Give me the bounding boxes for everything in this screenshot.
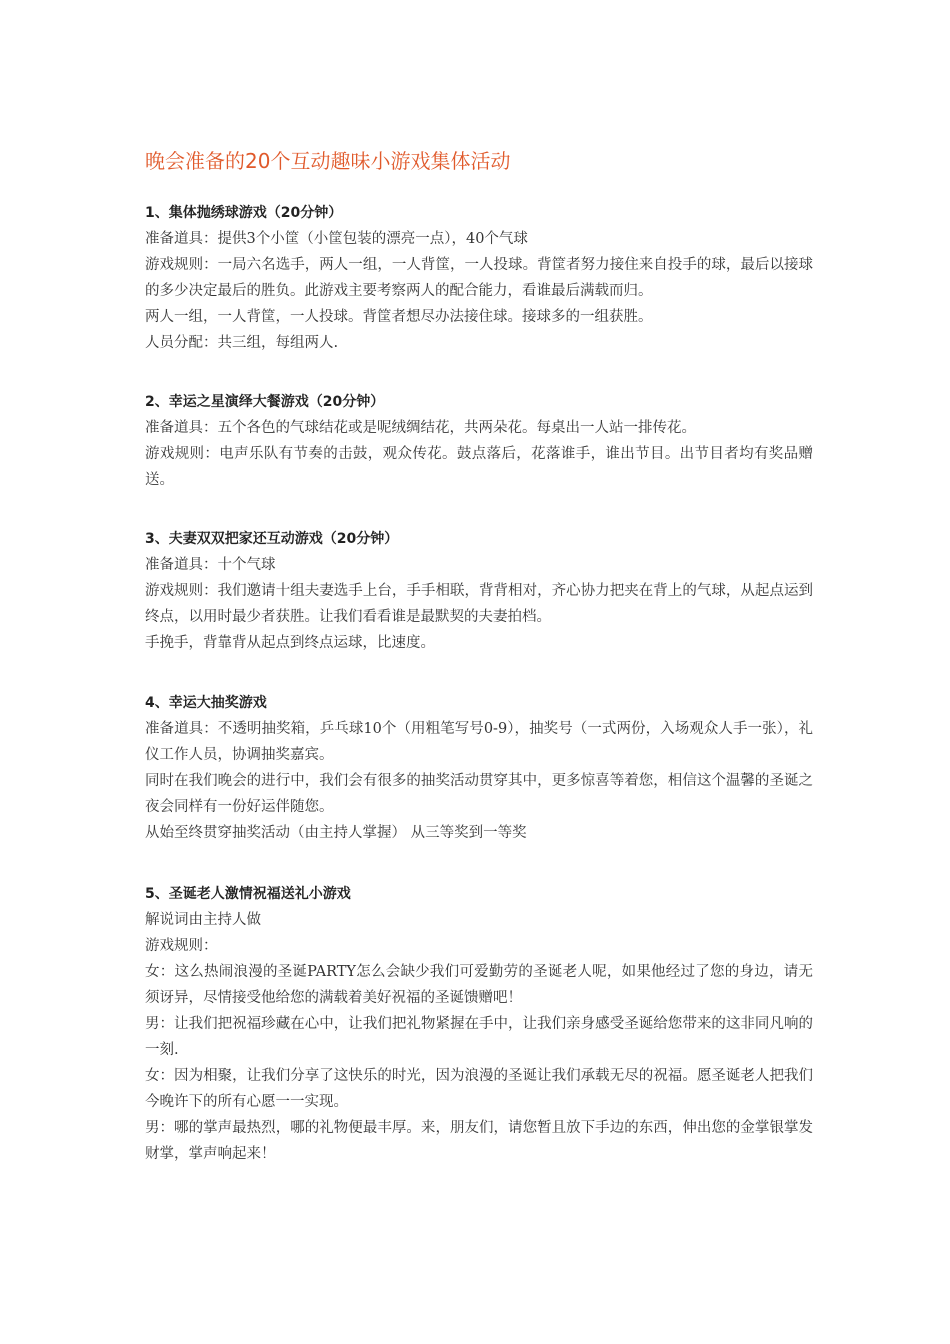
document-title: 晚会准备的20个互动趣味小游戏集体活动 xyxy=(145,149,511,173)
summary-paragraph: 两人一组，一人背筐，一人投球。背筐者想尽办法接住球。接球多的一组获胜。 xyxy=(145,309,653,325)
summary-paragraph: 手挽手，背靠背从起点到终点运球，比速度。 xyxy=(145,635,435,651)
rules-paragraph: 游戏规则：我们邀请十组夫妻选手上台，手手相联，背背相对，齐心协力把夹在背上的气球，从起点运到终点，以用时最少者获胜。让我们看看谁是最默契的夫妻拍档。 xyxy=(145,583,813,625)
game-section-2 xyxy=(145,389,813,493)
game-section-4 xyxy=(145,690,813,846)
female-host-line: 女：因为相聚，让我们分享了这快乐的时光，因为浪漫的圣诞让我们承载无尽的祝福。愿圣诞老人把我们今晚许下的所有心愿一一实现。 xyxy=(145,1068,813,1110)
props-paragraph: 准备道具：不透明抽奖箱，乒乓球10个（用粗笔写号0-9），抽奖号（一式两份，入场观众人手一张），礼仪工作人员，协调抽奖嘉宾。 xyxy=(145,721,813,763)
section-heading: 2、幸运之星演绎大餐游戏（20分钟） xyxy=(145,394,385,410)
rules-paragraph: 游戏规则：电声乐队有节奏的击鼓，观众传花。鼓点落后，花落谁手，谁出节目。出节目者均有奖品赠送。 xyxy=(145,446,813,488)
male-host-line: 男：让我们把祝福珍藏在心中，让我们把礼物紧握在手中，让我们亲身感受圣诞给您带来的这非同凡响的一刻. xyxy=(145,1016,813,1058)
game-section-3 xyxy=(145,526,813,656)
staffing-paragraph: 人员分配：共三组，每组两人. xyxy=(145,335,339,351)
male-host-line: 男：哪的掌声最热烈，哪的礼物便最丰厚。来，朋友们，请您暂且放下手边的东西，伸出您的金掌银掌发财掌，掌声响起来！ xyxy=(145,1120,813,1162)
section-heading: 3、夫妻双双把家还互动游戏（20分钟） xyxy=(145,531,399,547)
rules-paragraph: 游戏规则：一局六名选手，两人一组，一人背筐，一人投球。背筐者努力接住来自投手的球，最后以接球的多少决定最后的胜负。此游戏主要考察两人的配合能力，看谁最后满载而归。 xyxy=(145,257,813,299)
rules-label-paragraph: 游戏规则： xyxy=(145,938,218,954)
host-note-paragraph: 解说词由主持人做 xyxy=(145,912,261,928)
description-paragraph: 同时在我们晚会的进行中，我们会有很多的抽奖活动贯穿其中，更多惊喜等着您，相信这个温馨的圣诞之夜会同样有一份好运伴随您。 xyxy=(145,773,813,815)
section-heading: 1、集体抛绣球游戏（20分钟） xyxy=(145,205,343,221)
game-section-1 xyxy=(145,200,813,356)
props-paragraph: 准备道具：十个气球 xyxy=(145,557,276,573)
props-paragraph: 准备道具：五个各色的气球结花或是呢绒绸结花，共两朵花。每桌出一人站一排传花。 xyxy=(145,420,696,436)
props-paragraph: 准备道具：提供3个小筐（小筐包装的漂亮一点），40个气球 xyxy=(145,231,528,247)
summary-paragraph: 从始至终贯穿抽奖活动（由主持人掌握） 从三等奖到一等奖 xyxy=(145,825,527,841)
section-heading: 4、幸运大抽奖游戏 xyxy=(145,695,267,711)
game-section-5 xyxy=(145,881,813,1167)
female-host-line: 女：这么热闹浪漫的圣诞PARTY怎么会缺少我们可爱勤劳的圣诞老人呢，如果他经过了您的身边，请无须讶异，尽情接受他给您的满载着美好祝福的圣诞馈赠吧！ xyxy=(145,964,813,1006)
section-heading: 5、圣诞老人激情祝福送礼小游戏 xyxy=(145,886,351,902)
